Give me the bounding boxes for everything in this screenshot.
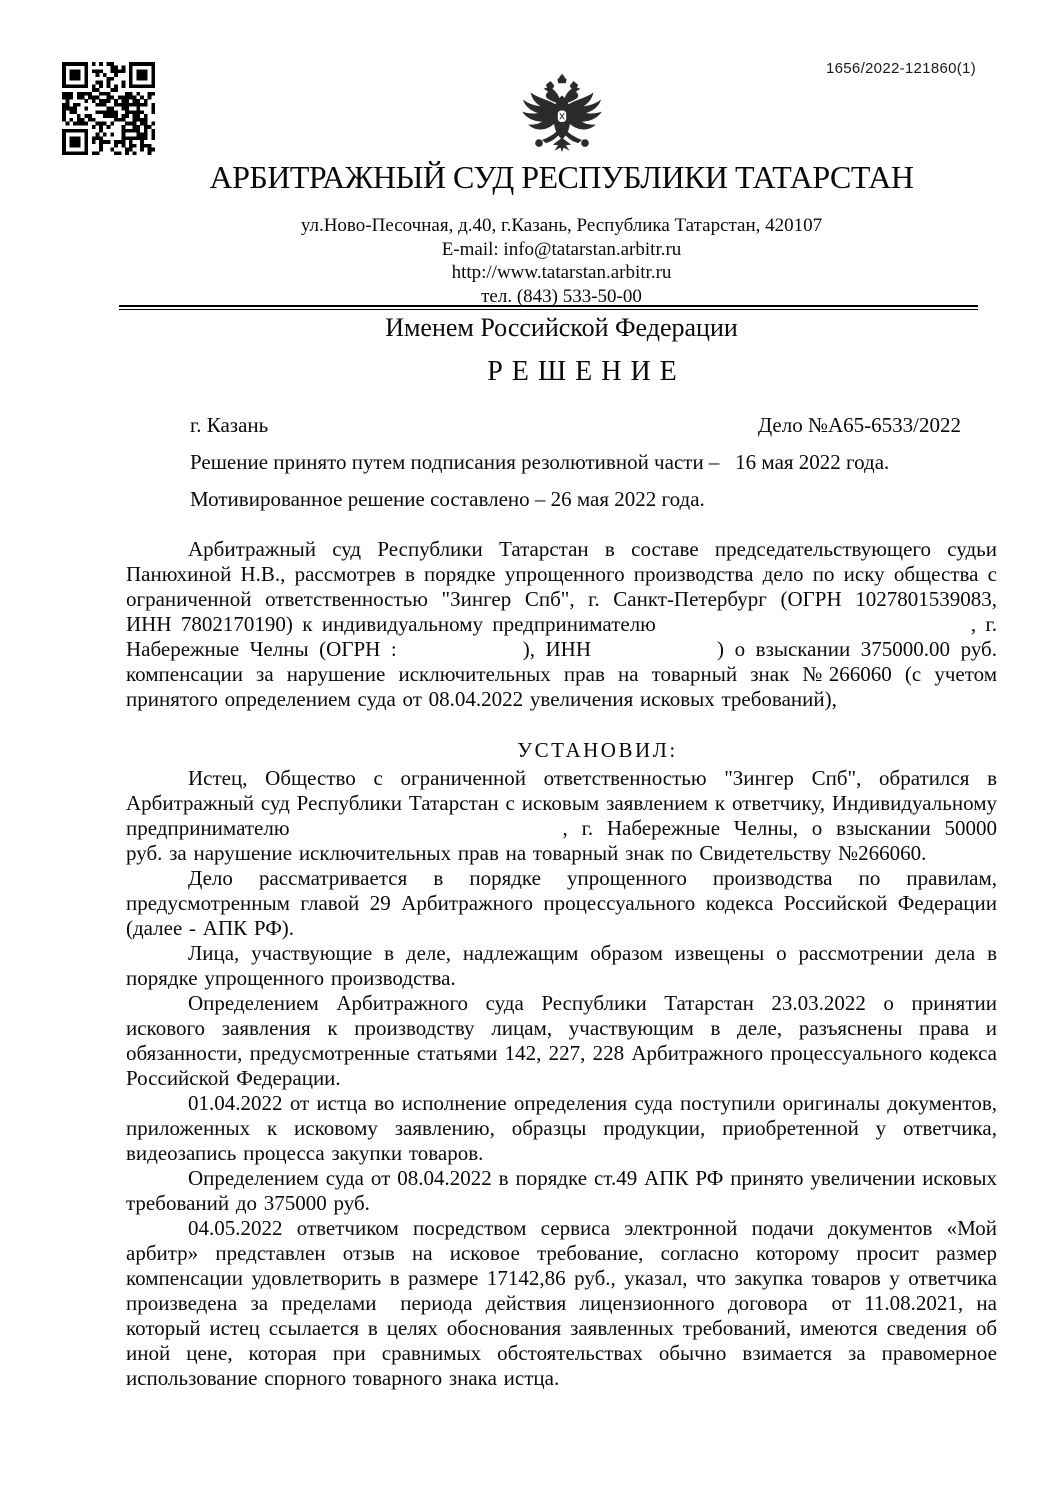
court-contact-block [126,214,997,308]
intro-paragraph: Арбитражный суд Республики Татарстан в составе председательствующего судьи Панюхиной Н.В., рассмотрев в порядке упрощенного производства дело по иску общества с ограниченной ответственностью "Зингер Спб", г. Санкт-Петербург (ОГРН 1027801539083, ИНН 7802170190) к индивидуальному предпринимателю , г. Набережные Челны (ОГРН : ), ИНН ) о взыскании 375000.00 руб. компенсации за нарушение исключительных прав на товарный знак №266060 (с учетом принятого определением суда от 08.04.2022 увеличения исковых требований), [126,537,997,711]
document-stamp-number: 1656/2022-121860(1) [826,60,976,77]
ustanovil-heading: УСТАНОВИЛ: [517,738,678,762]
russian-coat-of-arms-emblem [516,72,608,162]
document-body [126,537,997,1391]
court-name-heading: АРБИТРАЖНЫЙ СУД РЕСПУБЛИКИ ТАТАРСТАН [209,159,914,195]
in-the-name-line: Именем Российской Федерации [385,313,738,342]
qr-code [62,62,155,155]
body-paragraph: Определением суда от 08.04.2022 в порядке ст.49 АПК РФ принято увеличении исковых требований до 375000 руб. [126,1166,997,1215]
body-paragraph: 04.05.2022 ответчиком посредством сервиса электронной подачи документов «Мой арбитр» представлен отзыв на исковое требование, согласно которому просит размер компенсации удовлетворить в размере 17142,86 руб., указал, что закупка товаров у ответчика произведена за пределами периода действия лицензионного договора от 11.08.2021, на который истец ссылается в целях обоснования заявленных требований, имеются сведения об иной цене, которая при сравнимых обстоятельствах обычно взимается за правомерное использование спорного товарного знака истца. [126,1216,997,1390]
court-phone-line: тел. (843) 533-50-00 [481,285,642,307]
decision-title: РЕШЕНИЕ [487,356,686,387]
court-email-line: E-mail: info@tatarstan.arbitr.ru [441,238,682,260]
court-address-line: ул.Ново-Песочная, д.40, г.Казань, Республика Татарстан, 420107 [300,215,823,236]
header-divider-rule [119,305,978,310]
court-website-line: http://www.tatarstan.arbitr.ru [451,262,672,283]
body-paragraph: Истец, Общество с ограниченной ответственностью "Зингер Спб", обратился в Арбитражный суд Республики Татарстан с исковым заявлением к ответчику, Индивидуальному предпринимателю , г. Набережные Челны, о взыскании 50000 руб. за нарушение исключительных прав на товарный знак по Свидетельству №266060. [126,766,997,865]
case-meta-row [126,413,997,438]
case-number: Дело №А65-6533/2022 [757,413,961,437]
body-paragraph: Лица, участвующие в деле, надлежащим образом извещены о рассмотрении дела в порядке упрощенного производства. [126,941,997,990]
city-label: г. Казань [190,413,269,437]
resolution-date-line: Решение принято путем подписания резолютивной части – 16 мая 2022 года. [190,450,890,474]
body-paragraph: Дело рассматривается в порядке упрощенного производства по правилам, предусмотренным главой 29 Арбитражного процессуального кодекса Российской Федерации (далее - АПК РФ). [126,866,997,940]
motivated-date-line: Мотивированное решение составлено – 26 мая 2022 года. [190,487,705,511]
body-paragraph: Определением Арбитражного суда Республики Татарстан 23.03.2022 о принятии искового заявления к производству лицам, участвующим в деле, разъяснены права и обязанности, предусмотренные статьями 142, 227, 228 Арбитражного процессуального кодекса Российской Федерации. [126,991,997,1090]
body-paragraph: 01.04.2022 от истца во исполнение определения суда поступили оригиналы документов, приложенных к исковому заявлению, образцы продукции, приобретенной у ответчика, видеозапись процесса закупки товаров. [126,1091,997,1165]
